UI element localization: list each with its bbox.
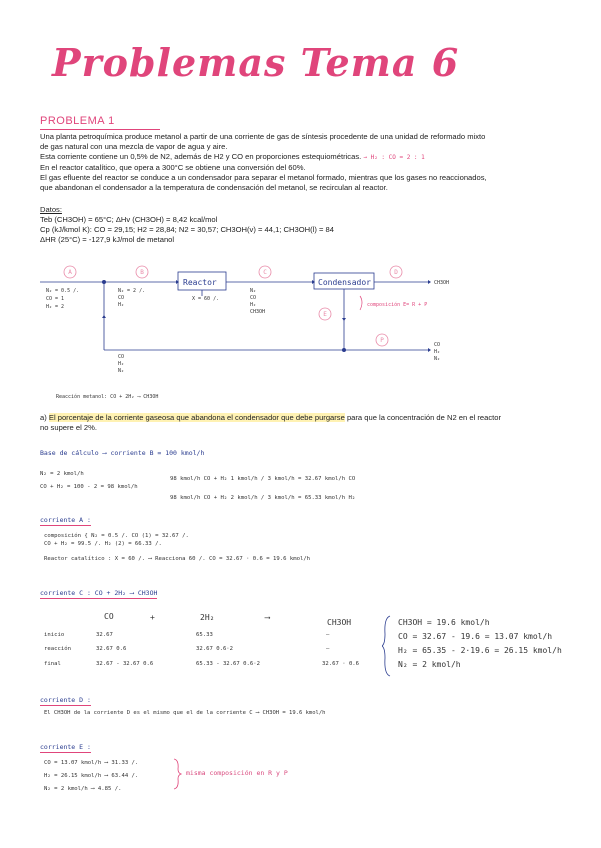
stream-p-composition: H₂ <box>434 349 441 355</box>
statement-text: Esta corriente contiene un 0,5% de N2, además de H2 y CO en proporciones estequiométricas. <box>40 152 362 161</box>
table-cell-ch3oh: 32.67 · 0.6 <box>322 661 360 667</box>
result-line: CH3OH = 19.6 kmol/h <box>398 618 490 627</box>
statement-line: El gas efluente del reactor se conduce a un condensador para separar el metanol formado, mientras que los gases no reaccionados, <box>40 173 487 182</box>
question-text: para que la concentración de N2 en el reactor <box>344 413 502 422</box>
arrowhead <box>428 348 431 352</box>
co-split: 98 kmol/h CO + H₂ 1 kmol/h / 3 kmol/h = 32.67 kmol/h CO <box>170 476 356 482</box>
statement-line <box>40 152 570 163</box>
data-label: Datos: <box>40 205 62 214</box>
stream-a-letter: A <box>68 269 72 276</box>
co-h2-flow: CO + H₂ = 100 - 2 = 98 kmol/h <box>40 484 138 490</box>
stream-b-letter: B <box>140 269 144 276</box>
table-cell-co: 32.67 <box>96 632 113 638</box>
section-corriente-d: corriente D : <box>40 696 91 704</box>
section-corriente-e: corriente E : <box>40 743 91 751</box>
table-head-plus: + <box>150 613 155 622</box>
table-cell-ch3oh: — <box>326 646 330 652</box>
feed-composition: CO = 1 <box>46 296 65 302</box>
ratio-annotation: → H₂ : CO = 2 : 1 <box>363 154 425 161</box>
stream-c-composition: H₂ <box>250 302 257 308</box>
statement-line: que abandonan el condensador a la temperatura de condensación del metanol, se recirculan al reactor. <box>40 183 388 192</box>
data-line: Teb (CH3OH) = 65°C; ΔHv (CH3OH) = 8,42 kcal/mol <box>40 215 218 224</box>
stream-e-row: H₂ = 26.15 kmol/h ⟶ 63.44 /. <box>44 773 139 779</box>
section-corriente-c: corriente C : CO + 2H₂ ⟶ CH3OH <box>40 589 158 597</box>
table-cell-co: 32.67 0.6 <box>96 646 127 652</box>
stream-e-brace <box>172 757 182 791</box>
composition-a: CO + H₂ = 99.5 /. H₂ (2) = 66.33 /. <box>44 541 162 547</box>
table-cell-h2: 65.33 - 32.67 0.6·2 <box>196 661 260 667</box>
table-cell-h2: 65.33 <box>196 632 213 638</box>
data-line: Cp (kJ/kmol K): CO = 29,15; H2 = 28,84; N2 = 30,57; CH3OH(v) = 44,1; CH3OH(l) = 84 <box>40 225 334 234</box>
result-line: H₂ = 65.35 - 2·19.6 = 26.15 kmol/h <box>398 646 562 655</box>
arrowhead <box>312 280 315 284</box>
results-brace <box>382 614 394 678</box>
statement-line: de gas natural con una mezcla de vapor de agua y aire. <box>40 142 228 151</box>
problem-statement <box>40 132 570 193</box>
table-head-arrow: ⟶ <box>265 613 270 622</box>
table-head-h2: 2H₂ <box>200 613 215 622</box>
question-text: no supere el 2%. <box>40 423 97 432</box>
stream-d-product: CH3OH <box>434 280 450 286</box>
stream-p-composition: N₂ <box>434 356 441 362</box>
data-block <box>40 205 334 245</box>
arrowhead <box>342 318 346 321</box>
result-line: N₂ = 2 kmol/h <box>398 660 461 669</box>
stream-p-letter: P <box>380 337 384 344</box>
page-title: Problemas Tema 6 <box>52 40 460 85</box>
stream-b-composition: N₂ = 2 /. <box>118 288 146 294</box>
row-label: inicio <box>44 632 65 638</box>
mixer-node <box>102 280 106 284</box>
stream-e-row: CO = 13.07 kmol/h ⟶ 31.33 /. <box>44 760 139 766</box>
feed-composition: H₂ = 2 <box>46 304 65 310</box>
reactor-label: Reactor <box>183 278 217 287</box>
statement-line: En el reactor catalítico, que opera a 300°C se obtiene una conversión del 60%. <box>40 163 306 172</box>
stream-c-letter: C <box>263 269 267 276</box>
problem-heading: PROBLEMA 1 <box>40 115 115 127</box>
stream-e-row: N₂ = 2 kmol/h ⟶ 4.85 /. <box>44 786 122 792</box>
stream-b-composition: H₂ <box>118 302 125 308</box>
table-cell-co: 32.67 - 32.67 0.6 <box>96 661 154 667</box>
stream-e-composition: H₂ <box>118 361 125 367</box>
table-cell-h2: 32.67 0.6·2 <box>196 646 234 652</box>
data-line: ΔHR (25°C) = -127,9 kJ/mol de metanol <box>40 235 175 244</box>
table-head-co: CO <box>104 612 114 621</box>
process-diagram <box>0 258 601 418</box>
reactor-conversion: X = 60 /. <box>192 296 220 302</box>
table-head-ch3oh: CH3OH <box>327 618 352 627</box>
question-a <box>40 413 570 433</box>
stream-c-composition: CH3OH <box>250 309 266 315</box>
stream-e-composition: CO <box>118 354 125 360</box>
question-highlight: El porcentaje de la corriente gaseosa que abandona el condensador que debe purgarse <box>48 413 345 422</box>
reactor-calc: Reactor catalítico : X = 60 /. ⟶ Reacciona 60 /. CO = 32.67 · 0.6 = 19.6 kmol/h <box>44 556 311 562</box>
stream-d-text: El CH3OH de la corriente D es el mismo que el de la corriente C ⟶ CH3OH = 19.6 kmol/h <box>44 710 326 716</box>
stream-c-composition: N₂ <box>250 288 257 294</box>
table-cell-ch3oh: — <box>326 632 330 638</box>
composition-a: composición { N₂ = 0.5 /. CO (1) = 32.67 /. <box>44 533 189 539</box>
n2-flow: N₂ = 2 kmol/h <box>40 471 84 477</box>
result-line: CO = 32.67 - 19.6 = 13.07 kmol/h <box>398 632 553 641</box>
arrowhead <box>176 280 179 284</box>
statement-line: Una planta petroquímica produce metanol a partir de una corriente de gas de síntesis procedente de una unidad de reformado mixto <box>40 132 486 141</box>
section-corriente-a: corriente A : <box>40 516 91 524</box>
arrowhead <box>428 280 431 284</box>
feed-composition: N₂ = 0.5 /. <box>46 288 80 294</box>
row-label: reacción <box>44 646 71 652</box>
composition-brace <box>360 296 362 310</box>
stream-p-composition: CO <box>434 342 441 348</box>
stream-c-composition: CO <box>250 295 257 301</box>
question-prefix: a) <box>40 413 49 422</box>
stream-d-letter: D <box>394 269 398 276</box>
condenser-label: Condensador <box>318 278 371 287</box>
splitter-node <box>342 348 346 352</box>
row-label: final <box>44 661 61 667</box>
calc-basis: Base de cálculo ⟶ corriente B = 100 kmol/h <box>40 449 205 457</box>
stream-e-letter: E <box>323 311 327 318</box>
composition-note: composición E= R + P <box>367 302 428 308</box>
stream-e-note: misma composición en R y P <box>186 769 288 777</box>
reaction-equation: Reacción metanol: CO + 2H₂ ⟶ CH3OH <box>56 394 159 400</box>
arrowhead <box>102 315 106 318</box>
stream-b-composition: CO <box>118 295 125 301</box>
h2-split: 98 kmol/h CO + H₂ 2 kmol/h / 3 kmol/h = 65.33 kmol/h H₂ <box>170 495 356 501</box>
stream-e-composition: N₂ <box>118 368 125 374</box>
